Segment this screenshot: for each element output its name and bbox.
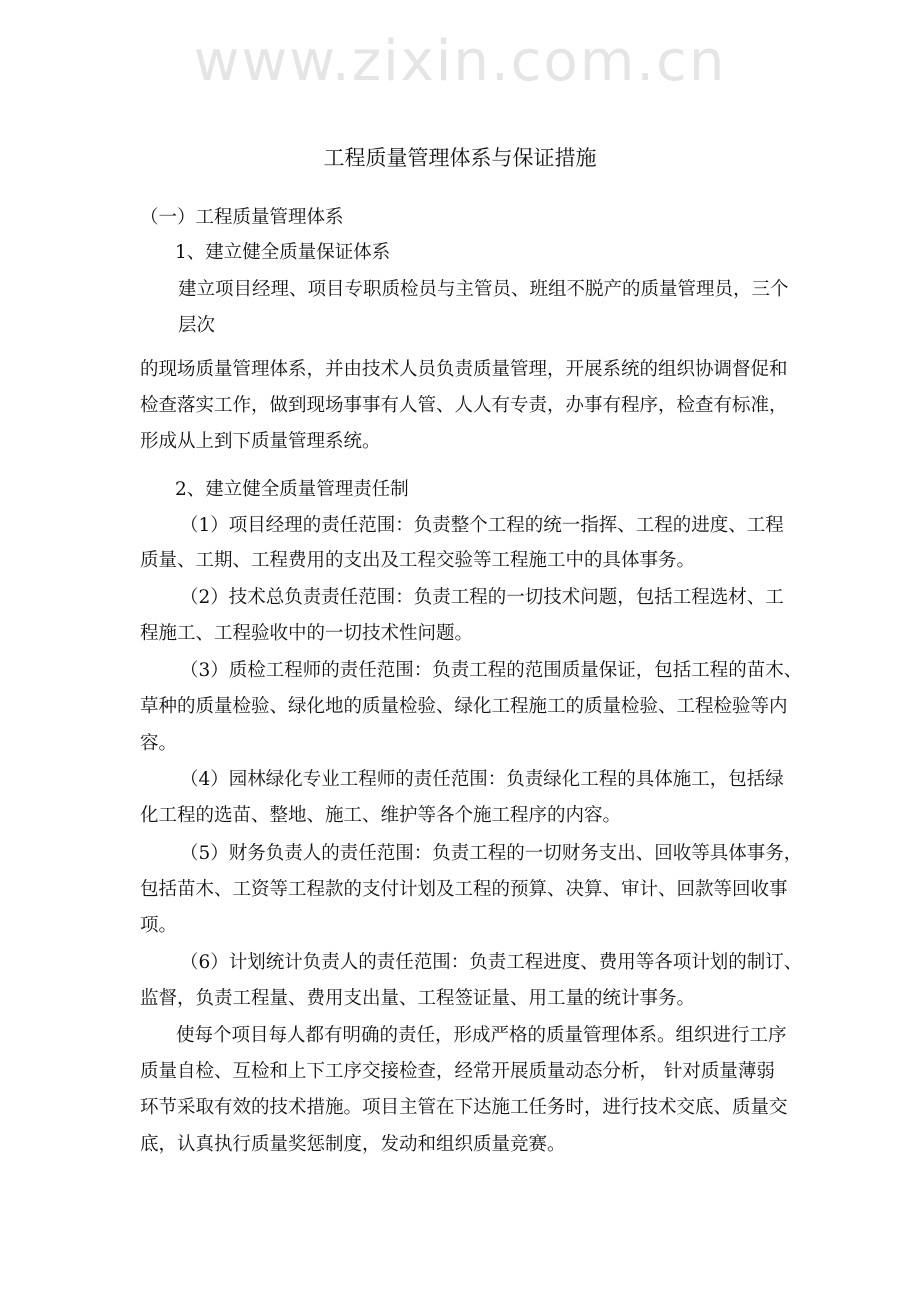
paragraph-line: 底，认真执行质量奖惩制度，发动和组织质量竞赛。 [140,1134,566,1155]
paragraph-line: （1）项目经理的责任范围：负责整个工程的统一指挥、工程的进度、工程 [180,515,784,536]
paragraph-line: 使每个项目每人都有明确的责任，形成严格的质量管理体系。组织进行工序 [176,1025,787,1046]
subsection-heading: 2、建立健全质量管理责任制 [175,479,409,500]
paragraph-line: 化工程的选苗、整地、施工、维护等各个施工程序的内容。 [140,805,622,826]
subsection-heading: 1、建立健全质量保证体系 [175,242,391,263]
paragraph-line: 形成从上到下质量管理系统。 [140,431,381,452]
paragraph-line: 的现场质量管理体系，并由技术人员负责质量管理，开展系统的组织协调督促和 [140,359,788,380]
paragraph-line: 项。 [140,915,178,936]
paragraph-line: 监督，负责工程量、费用支出量、工程签证量、用工量的统计事务。 [140,988,696,1009]
paragraph-line: （2）技术总负责责任范围：负责工程的一切技术问题，包括工程选材、工 [180,587,784,608]
paragraph-line: 包括苗木、工资等工程款的支付计划及工程的预算、决算、审计、回款等回收事 [140,879,788,900]
paragraph-line: 建立项目经理、项目专职质检员与主管员、班组不脱产的质量管理员，三个 [178,279,789,300]
paragraph-line: 草种的质量检验、绿化地的质量检验、绿化工程施工的质量检验、工程检验等内 [140,696,788,717]
paragraph-line: 质量自检、互检和上下工序交接检查，经常开展质量动态分析， 针对质量薄弱 [140,1061,775,1082]
paragraph-line: （3）质检工程师的责任范围：负责工程的范围质量保证，包括工程的苗木、 [180,660,803,681]
paragraph-line: （4）园林绿化专业工程师的责任范围：负责绿化工程的具体施工，包括绿 [180,769,784,790]
paragraph-line: 容。 [140,733,178,754]
paragraph-line: 检查落实工作，做到现场事事有人管、人人有专责，办事有程序，检查有标准， [140,395,788,416]
paragraph-line: 程施工、工程验收中的一切技术性问题。 [140,623,474,644]
watermark: www.zixin.com.cn [193,29,727,94]
document-title: 工程质量管理体系与保证措施 [323,146,597,170]
paragraph-line: 环节采取有效的技术措施。项目主管在下达施工任务时，进行技术交底、质量交 [140,1097,788,1118]
paragraph-line: （5）财务负责人的责任范围：负责工程的一切财务支出、回收等具体事务， [180,843,803,864]
paragraph-line: （6）计划统计负责人的责任范围：负责工程进度、费用等各项计划的制订、 [180,952,803,973]
paragraph-line: 质量、工期、工程费用的支出及工程交验等工程施工中的具体事务。 [140,550,696,571]
paragraph-line: 层次 [178,315,216,336]
section-heading: （一）工程质量管理体系 [140,207,344,228]
